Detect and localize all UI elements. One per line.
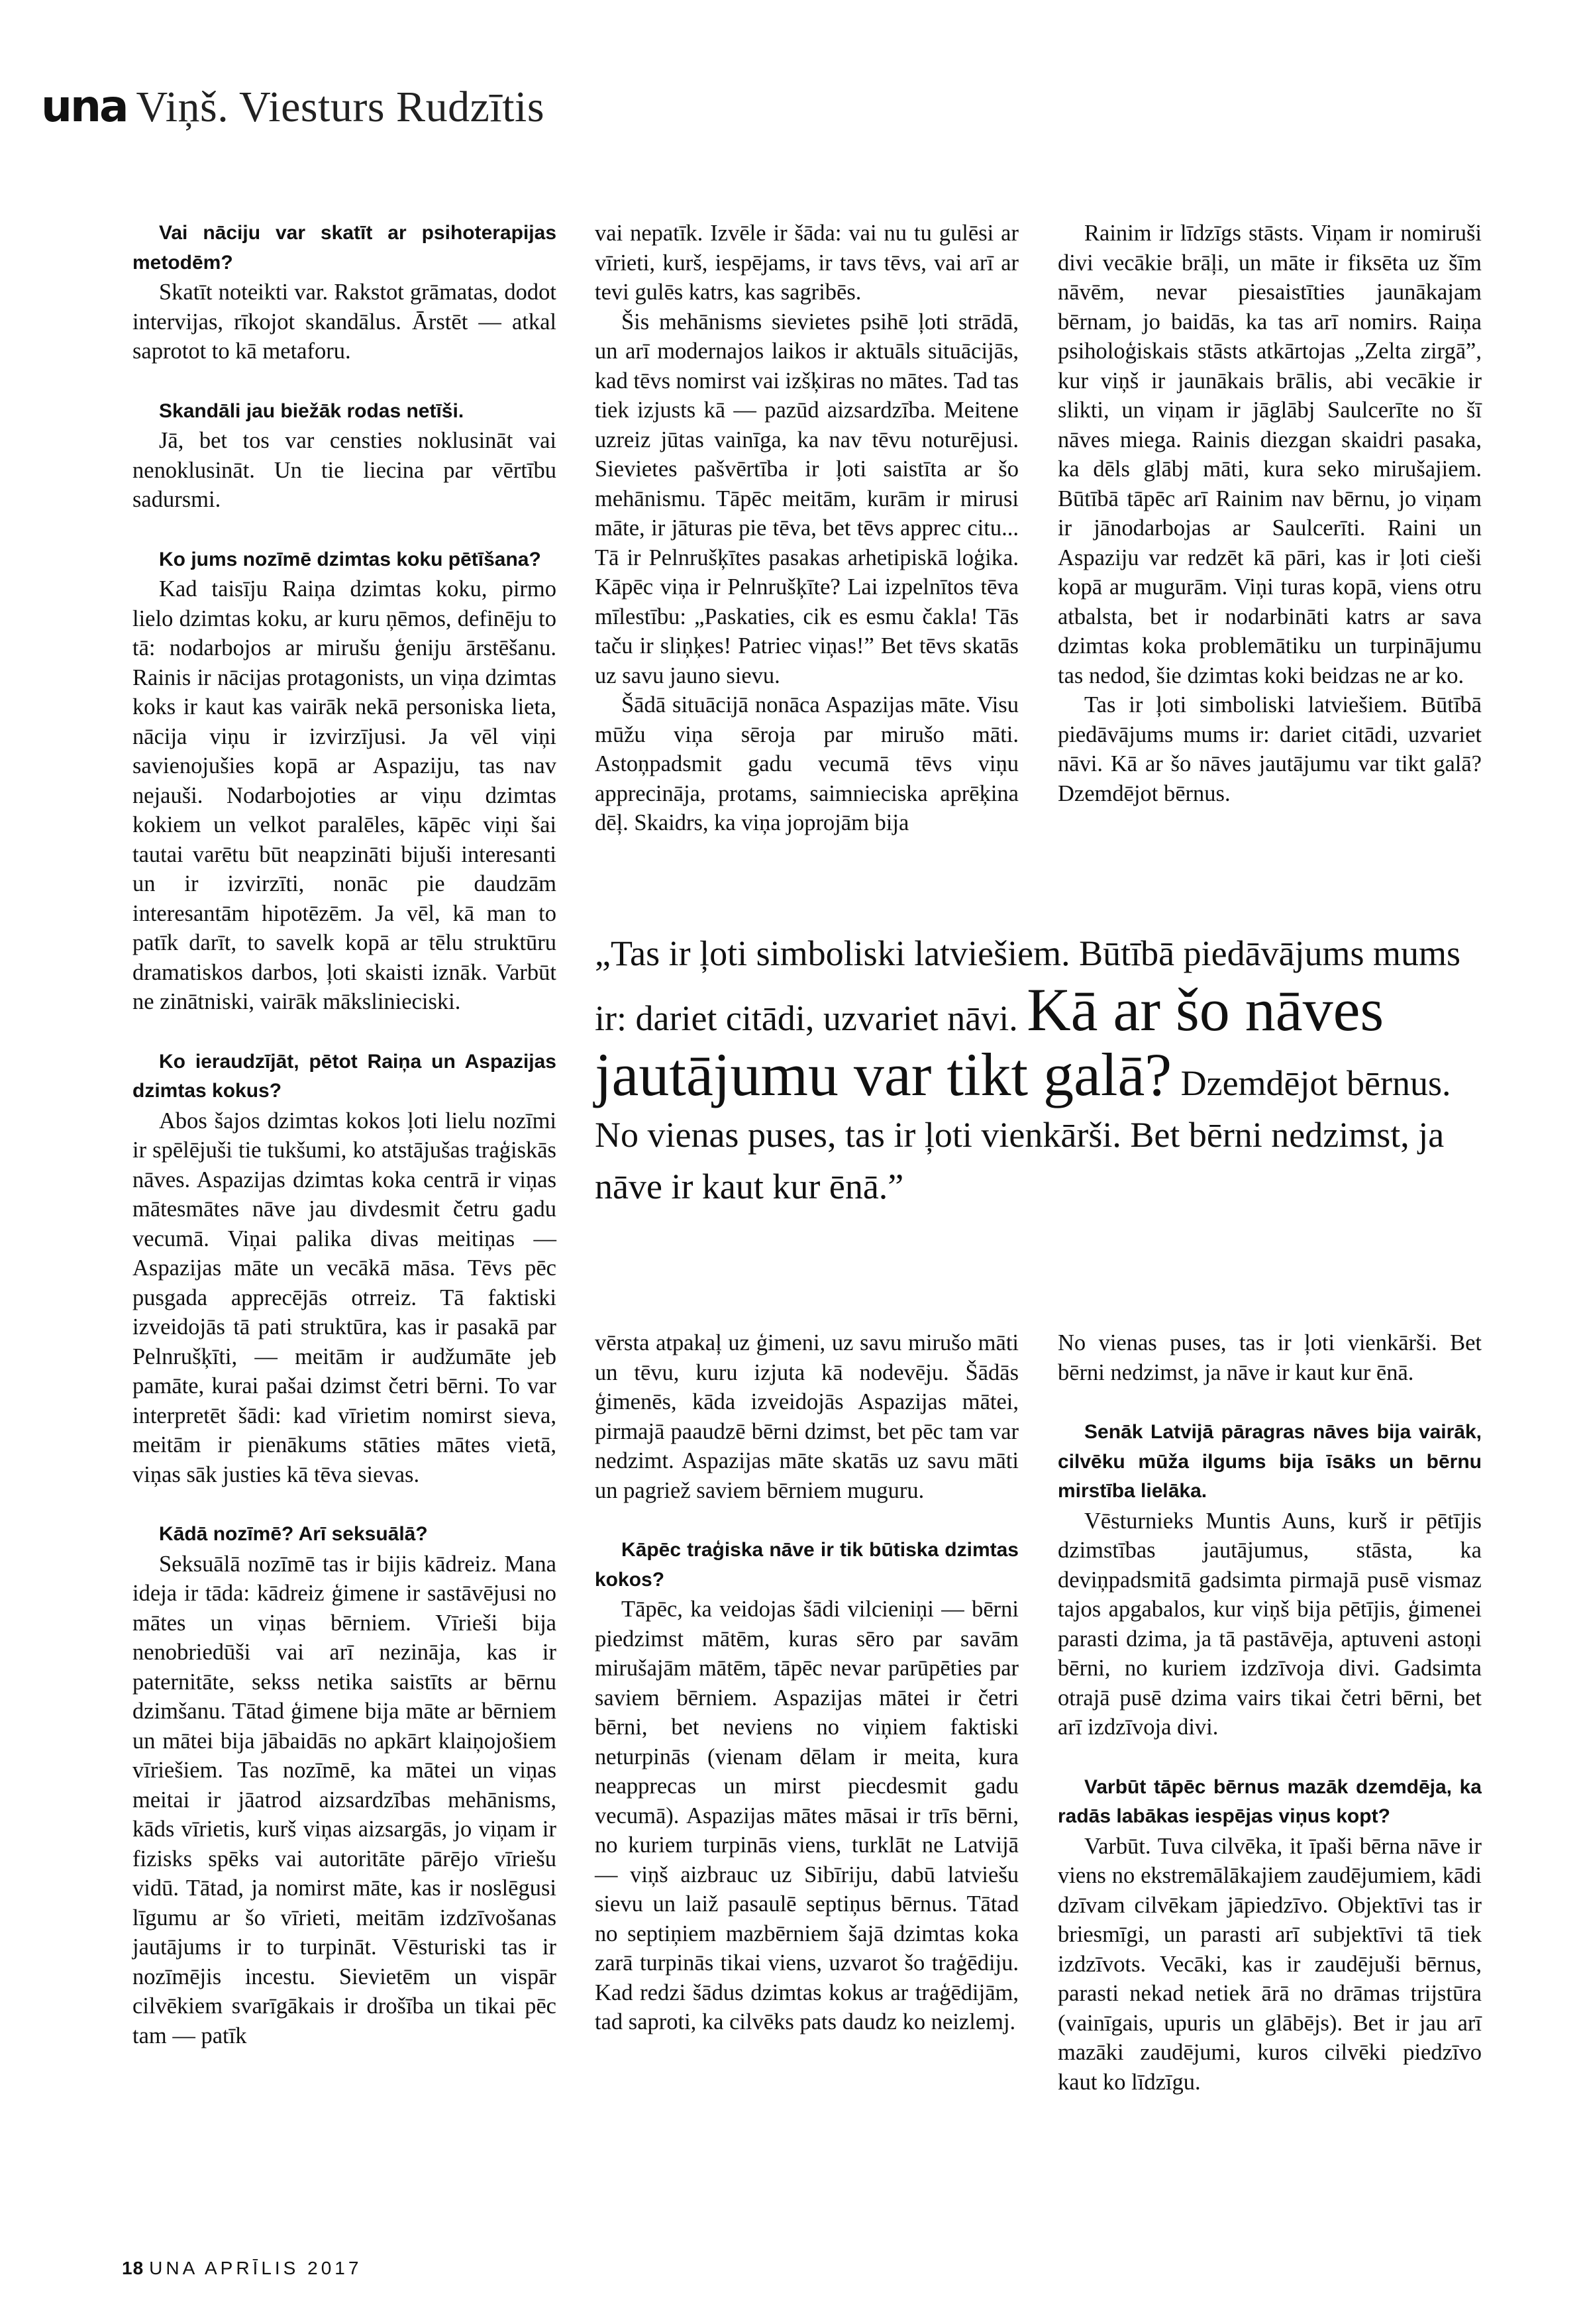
answer-paragraph: No vienas puses, tas ir ļoti vienkārši. Bet bērni nedzimst, ja nāve ir kaut kur ēnā. <box>1058 1330 1482 1385</box>
answer-paragraph: vērsta atpakaļ uz ģimeni, uz savu mirušo māti un tēvu, kuru izjuta kā nodevēju. Šādās ģimenēs, kāda izveidojās Aspazijas mātei, pirmajā paaudzē bērni dzimst, bet pēc tam var nedzimt. Aspazijas māte skatās uz savu māti un pagriež saviem bērniem muguru. <box>595 1330 1019 1503</box>
issue-info: UNA APRĪLIS 2017 <box>149 2258 362 2278</box>
article-column-2 <box>595 219 1019 838</box>
answer-paragraph: Skatīt noteikti var. Rakstot grāmatas, dodot intervijas, rīkojot skandālus. Ārstēt — atkal saprotot to kā metaforu. <box>132 280 556 364</box>
answer-paragraph: Kad taisīju Raiņa dzimtas koku, pirmo lielo dzimtas koku, ar kuru ņēmos, definēju to tā: nodarbojos ar mirušu ģeniju ārstēšanu. Rainis ir nācijas protagonists, un viņa dzimtas koks ir kaut kas vairāk nekā personiska lieta, nācija viņu ir izvirzījusi. Ja vēl viņi savienojušies kopā ar Aspaziju, tas nav nejauši. Nodarbojoties ar viņu dzimtas kokiem un velkot paralēles, kāpēc viņi šai tautai varētu būt neapzināti bijuši interesanti un ir izvirzīti, nonāc pie daudzām interesantām hipotēzēm. Ja vēl, kā man to patīk darīt, to savelk kopā ar tēlu struktūru dramatiskos darbos, ļoti skaisti iznāk. Varbūt ne zinātniski, vairāk mākslinieciski. <box>132 576 556 1014</box>
answer-paragraph: Seksuālā nozīmē tas ir bijis kādreiz. Mana ideja ir tāda: kādreiz ģimene ir sastāvējusi no mātes un viņas bērniem. Vīrieši bija nenobriedūši vai arī nezināja, kas ir paternitāte, sekss netika saistīts ar bērnu dzimšanu. Tātad ģimene bija māte ar bērniem un mātei bija jābaidās no apkārt klaiņojošiem vīriešiem. Tas nozīmē, ka mātei un viņas meitai ir jāatrod aizsardzības mehānisms, kāds vīrietis, kurš viņas aizsargās, jo viņam ir fizisks spēks vai autoritāte pārējo vīriešu vidū. Tātad, ja nomirst māte, kas ir noslēgusi līgumu ar šo vīrieti, meitām izdzīvošanas jautājums ir to turpināt. Vēsturiski tas ir nozīmējis incestu. Sievietēm un vispār cilvēkiem svarīgākais ir drošība un tikai pēc tam — patīk <box>132 1551 556 2048</box>
article-column-2-lower <box>595 1328 1019 2037</box>
answer-paragraph: Abos šajos dzimtas kokos ļoti lielu nozīmi ir spēlējuši tie tukšumi, ko atstājušas traģiskās nāves. Aspazijas dzimtas koka centrā ir viņas mātesmātes nāve jau divdesmit četru gadu vecumā. Viņai palika divas meitiņas — Aspazijas māte un vecākā māsa. Tēvs pēc pusgada apprecējās otrreiz. Tā faktiski izveidojās tā pati struktūra, kas ir pasakā par Pelnrušķīti, — meitām ir audžumāte jeb pamāte, kurai pašai dzimst četri bērni. To var interpretēt šādi: kad vīrietim nomirst sieva, meitām ir pienākums stāties mātes vietā, viņas sāk justies kā tēva sievas. <box>132 1108 556 1487</box>
article-column-3 <box>1058 219 1482 808</box>
pull-quote-part-3: Dzemdējot bērnus. No vienas puses, tas ir ļoti vienkārši. Bet bērni nedzimst, ja nāve ir kaut kur ēnā.” <box>595 1063 1451 1206</box>
answer-paragraph: Vēsturnieks Muntis Auns, kurš ir pētījis dzimstības jautājumus, stāsta, ka deviņpadsmitā gadsimta pirmajā pusē vismaz tajos apgabalos, kur viņš bija pētījis, ģimenei parasti dzima, ja tā pastāvēja, aptuveni astoņi bērni, no kuriem izdzīvoja divi. Gadsimta otrajā pusē dzima vairs tikai četri bērni, bet arī izdzīvoja divi. <box>1058 1508 1482 1740</box>
article-title: Viņš. Viesturs Rudzītis <box>136 83 545 131</box>
page-number: 18 <box>122 2258 144 2278</box>
interview-question: Ko jums nozīmē dzimtas koku pētīšana? <box>159 548 541 570</box>
answer-paragraph: Šis mehānisms sievietes psihē ļoti strādā, un arī modernajos laikos ir aktuāls situācijās, kad tēvs nomirst vai izšķiras no mātes. Tad tas tiek izjusts kā — pazūd aizsardzība. Meitene uzreiz jūtas vainīga, ka nav tēvu noturējusi. Sievietes pašvērtība ir ļoti saistīta ar šo mehānismu. Tāpēc meitām, kurām ir mirusi māte, ir jāturas pie tēva, bet tēvs apprec citu... Tā ir Pelnrušķītes pasakas arhetipiskā loģika. Kāpēc viņa ir Pelnrušķīte? Lai izpelnītos tēva mīlestību: „Paskaties, cik es esmu čakla! Tās taču ir sliņķes! Patriec viņas!” Bet tēvs skatās uz savu jauno sievu. <box>595 309 1019 688</box>
answer-paragraph: Varbūt. Tuva cilvēka, it īpaši bērna nāve ir viens no ekstremālākajiem zaudējumiem, kādi dzīvam cilvēkam jāpiedzīvo. Objektīvi tas ir briesmīgi, un parasti arī subjektīvi tā tiek izdzīvots. Vecāki, kas ir zaudējuši bērnus, parasti nekad netiek ārā no drāmas trijstūra (vainīgais, upuris un glābējs). Bet ir jau arī mazāki zaudējumi, kuros cilvēki piedzīvo kaut ko līdzīgu. <box>1058 1833 1482 2095</box>
answer-paragraph: Tas ir ļoti simboliski latviešiem. Būtībā piedāvājums mums ir: dariet citādi, uzvariet nāvi. Kā ar šo nāves jautājumu var tikt galā? Dzemdējot bērnus. <box>1058 692 1482 806</box>
interview-question: Ko ieraudzījāt, pētot Raiņa un Aspazijas dzimtas kokus? <box>132 1050 556 1102</box>
interview-question: Varbūt tāpēc bērnus mazāk dzemdēja, ka radās labākas iespējas viņus kopt? <box>1058 1775 1482 1827</box>
article-column-3-lower <box>1058 1328 1482 2097</box>
interview-question: Kāpēc traģiska nāve ir tik būtiska dzimtas kokos? <box>595 1539 1019 1591</box>
answer-paragraph: Jā, bet tos var censties noklusināt vai nenoklusināt. Un tie liecina par vērtību sadursmi. <box>132 428 556 512</box>
magazine-logo: una <box>41 81 127 132</box>
page-header <box>41 81 544 147</box>
answer-paragraph: Rainim ir līdzīgs stāsts. Viņam ir nomiruši divi vecākie brāļi, un māte ir fiksēta uz šīm nāvēm, nevar piesaistīties jaunākajam bērnam, jo baidās, ka tas arī nomirs. Raiņa psiholoģiskais stāsts atkārtojas „Zelta zirgā”, kur viņš ir jaunākais brālis, abi vecākie ir slikti, un viņam ir jāglābj Saulcerīte no šī nāves miega. Rainis diezgan skaidri pasaka, ka dēls glābj māti, kura seko mirušajiem. Būtībā tāpēc arī Rainim nav bērnu, jo viņam ir jānodarbojas ar Saulcerīti. Raini un Aspaziju var redzēt kā pāri, kas ir ļoti cieši kopā ar mugurām. Viņi turas kopā, viens otru atbalsta, bet ir nodarbināti katrs ar sava dzimtas koka problemātiku un turpinājumu tas nedod, šie dzimtas koki beidzas ne ar ko. <box>1058 221 1482 688</box>
answer-paragraph: vai nepatīk. Izvēle ir šāda: vai nu tu gulēsi ar vīrieti, kurš, iespējams, ir tavs tēvs, vai arī ar tevi gulēs katrs, kas sagribēs. <box>595 221 1019 305</box>
interview-question: Kādā nozīmē? Arī seksuālā? <box>159 1523 428 1545</box>
pull-quote <box>595 927 1486 1212</box>
answer-paragraph: Šādā situācijā nonāca Aspazijas māte. Visu mūžu viņa sēroja par mirušo māti. Astoņpadsmit gadu vecumā tēvs viņu apprecināja, protams, saimnieciska aprēķina dēļ. Skaidrs, ka viņa joprojām bija <box>595 692 1019 835</box>
article-column-1 <box>132 219 556 2050</box>
pull-quote-highlight: Kā ar šo nāves jautājumu var tikt galā? <box>595 976 1384 1108</box>
answer-paragraph: Tāpēc, ka veidojas šādi vilcieniņi — bērni piedzimst mātēm, kuras sēro par savām mirušajām mātēm, tāpēc nevar parūpēties par saviem bērniem. Aspazijas mātei ir četri bērni, bet neviens no viņiem faktiski neturpinās (vienam dēlam ir meita, kura neapprecas un mirst piecdesmit gadu vecumā). Aspazijas mātes māsai ir trīs bērni, no kuriem turpinās viens, turklāt ne Latvijā — viņš aizbrauc uz Sibīriju, dabū latviešu sievu un laiž pasaulē septiņus bērnus. Tātad no septiņiem mazbērniem šajā dzimtas koka zarā turpinās tikai viens, uzvarot šo traģēdiju. Kad redzi šādus dzimtas kokus ar traģēdijām, tad saproti, ka cilvēks pats daudz ko neizlemj. <box>595 1597 1019 2034</box>
interview-question: Skandāli jau biežāk rodas netīši. <box>159 399 464 422</box>
interview-question: Senāk Latvijā pāragras nāves bija vairāk, cilvēku mūža ilgums bija īsāks un bērnu mirstība lielāka. <box>1058 1421 1482 1502</box>
interview-question: Vai nāciju var skatīt ar psihoterapijas metodēm? <box>132 222 556 274</box>
page-footer <box>122 2258 362 2279</box>
pull-quote-part-1: „Tas ir ļoti simboliski latviešiem. Būtībā piedāvājums mums ir: dariet citādi, uzvariet nāvi. <box>595 933 1461 1038</box>
